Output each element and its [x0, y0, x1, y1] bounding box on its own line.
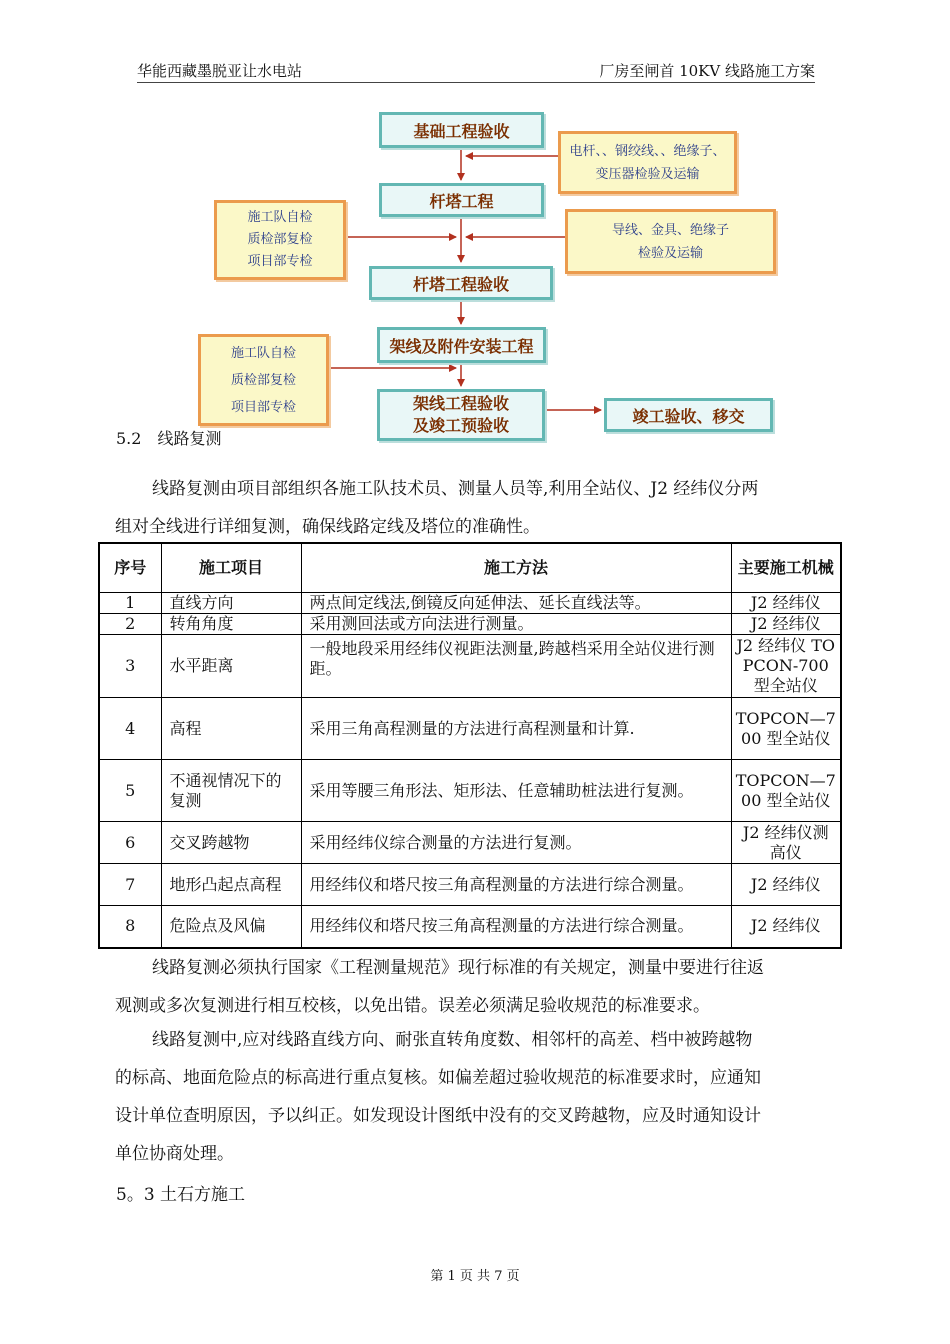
col-header-item: 施工项目: [161, 543, 301, 593]
cell-item: 交叉跨越物: [161, 822, 301, 864]
cell-item: 地形凸起点高程: [161, 864, 301, 906]
side-label: 变压器检验及运输: [595, 166, 700, 182]
side-label: 电杆、、钢绞线、、绝缘子、: [569, 143, 726, 159]
paragraph-key-checks: [115, 1021, 840, 1173]
table-row: [99, 864, 841, 906]
check-label: 质检部复检: [247, 232, 313, 247]
cell-machine: J2 经纬仪 TOPCON-700 型全站仪: [731, 635, 841, 698]
col-header-machine: 主要施工机械: [731, 543, 841, 593]
cell-machine: J2 经纬仪: [731, 906, 841, 948]
cell-method: 用经纬仪和塔尺按三角高程测量的方法进行综合测量。: [301, 906, 731, 948]
text-line: 的标高、地面危险点的标高进行重点复核。如偏差超过验收规范的标准要求时，应通知: [115, 1068, 761, 1088]
text-line: 单位协商处理。: [115, 1144, 234, 1164]
cell-method: 两点间定线法,倒镜反向延伸法、延长直线法等。: [301, 593, 731, 614]
text-line: 线路复测中,应对线路直线方向、耐张直转角度数、相邻杆的高差、档中被跨越物: [152, 1030, 753, 1050]
cell-item: 水平距离: [161, 635, 301, 698]
step-label: 杆塔工程验收: [412, 274, 509, 294]
header-project-name: 华能西藏墨脱亚让水电站: [137, 62, 303, 80]
cell-no: 2: [99, 614, 161, 635]
survey-methods-table: [98, 542, 842, 949]
step-label: 架线及附件安装工程: [389, 336, 534, 356]
cell-no: 1: [99, 593, 161, 614]
cell-no: 7: [99, 864, 161, 906]
cell-no: 6: [99, 822, 161, 864]
intro-paragraph: [115, 470, 840, 546]
cell-item: 危险点及风偏: [161, 906, 301, 948]
step-label: 杆塔工程: [429, 191, 494, 211]
cell-method: 一般地段采用经纬仪视距法测量,跨越档采用全站仪进行测距。: [301, 635, 731, 698]
section-heading-5-2: 5.2 线路复测: [116, 429, 222, 448]
text-line: 线路复测由项目部组织各施工队技术员、测量人员等,利用全站仪、J2 经纬仪分两: [152, 479, 759, 499]
table-row: [99, 906, 841, 948]
paragraph-survey-standard: [115, 949, 840, 1025]
page-footer: 第 1 页 共 7 页: [430, 1269, 520, 1284]
check-group-1: [214, 200, 346, 280]
cell-machine: J2 经纬仪: [731, 593, 841, 614]
step-label: 竣工验收、移交: [632, 406, 745, 426]
step-label: 及竣工预验收: [412, 416, 509, 435]
cell-no: 5: [99, 760, 161, 822]
cell-method: 用经纬仪和塔尺按三角高程测量的方法进行综合测量。: [301, 864, 731, 906]
step-final-handover: [604, 398, 773, 432]
col-header-method: 施工方法: [301, 543, 731, 593]
step-tower-acceptance: [369, 266, 553, 300]
header-document-title: 厂房至闸首 10KV 线路施工方案: [599, 62, 815, 80]
cell-method: 采用等腰三角形法、矩形法、任意辅助桩法进行复测。: [301, 760, 731, 822]
col-header-no: 序号: [99, 543, 161, 593]
cell-machine: J2 经纬仪测高仪: [731, 822, 841, 864]
cell-item: 不通视情况下的复测: [161, 760, 301, 822]
cell-machine: J2 经纬仪: [731, 614, 841, 635]
cell-method: 采用经纬仪综合测量的方法进行复测。: [301, 822, 731, 864]
text-line: 观测或多次复测进行相互校核，以免出错。误差必须满足验收规范的标准要求。: [115, 996, 710, 1016]
cell-no: 8: [99, 906, 161, 948]
table-row: [99, 614, 841, 635]
table-row: [99, 698, 841, 760]
table-row: [99, 593, 841, 614]
step-foundation-acceptance: [379, 112, 544, 148]
section-heading-5-3: 5。3 土石方施工: [116, 1185, 246, 1205]
check-label: 施工队自检: [230, 345, 296, 361]
cell-machine: J2 经纬仪: [731, 864, 841, 906]
side-label: 检验及运输: [637, 245, 703, 261]
table-row: [99, 822, 841, 864]
side-materials-poles: [558, 131, 737, 194]
side-materials-wires: [565, 209, 776, 274]
check-label: 质检部复检: [230, 372, 296, 388]
cell-machine: TOPCON—700 型全站仪: [731, 760, 841, 822]
check-group-2: [198, 334, 329, 426]
check-label: 施工队自检: [247, 210, 313, 225]
step-label: 架线工程验收: [412, 394, 509, 413]
cell-method: 采用测回法或方向法进行测量。: [301, 614, 731, 635]
cell-item: 高程: [161, 698, 301, 760]
step-stringing-acceptance: [377, 389, 545, 441]
cell-no: 4: [99, 698, 161, 760]
text-line: 设计单位查明原因，予以纠正。如发现设计图纸中没有的交叉跨越物，应及时通知设计: [115, 1106, 761, 1126]
table-row: [99, 635, 841, 698]
cell-method: 采用三角高程测量的方法进行高程测量和计算.: [301, 698, 731, 760]
cell-item: 直线方向: [161, 593, 301, 614]
page-header: [137, 62, 815, 83]
cell-machine: TOPCON—700 型全站仪: [731, 698, 841, 760]
check-label: 项目部专检: [230, 399, 296, 415]
step-stringing-installation: [377, 327, 546, 363]
table-header-row: [99, 543, 841, 593]
step-label: 基础工程验收: [413, 121, 510, 141]
text-line: 线路复测必须执行国家《工程测量规范》现行标准的有关规定，测量中要进行往返: [152, 958, 764, 978]
step-tower-work: [379, 183, 544, 217]
side-label: 导线、金具、绝缘子: [611, 222, 729, 238]
text-line: 组对全线进行详细复测，确保线路定线及塔位的准确性。: [115, 517, 540, 537]
cell-item: 转角角度: [161, 614, 301, 635]
check-label: 项目部专检: [247, 254, 313, 269]
cell-no: 3: [99, 635, 161, 698]
table-row: [99, 760, 841, 822]
